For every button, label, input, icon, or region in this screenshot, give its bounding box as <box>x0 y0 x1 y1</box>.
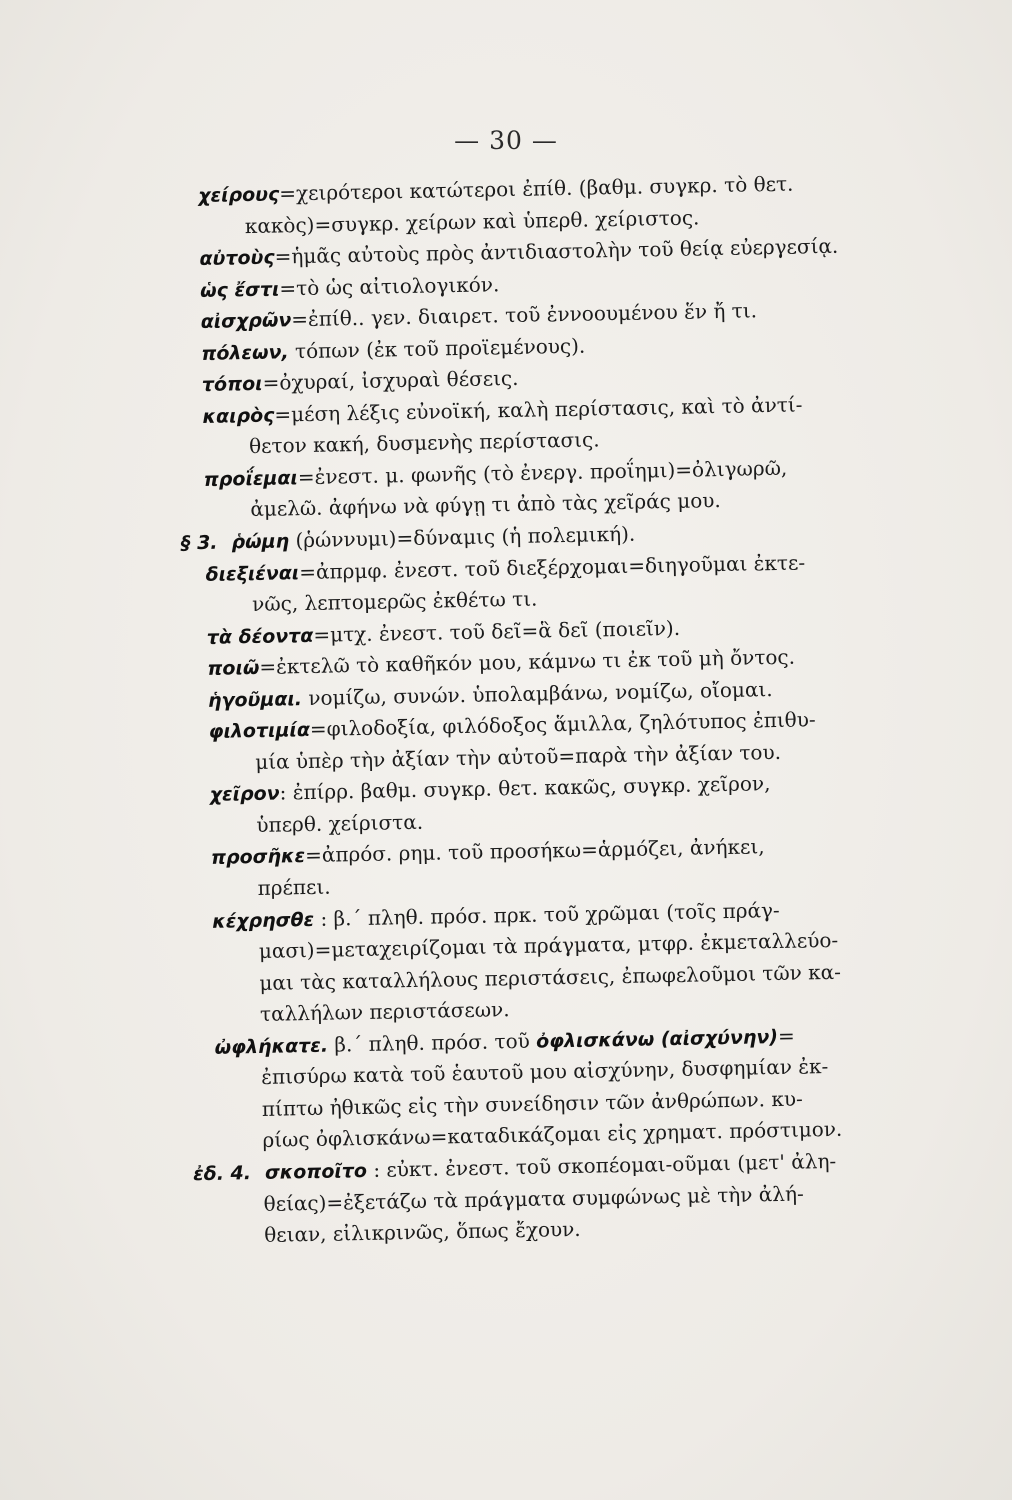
headword: προσῆκε <box>210 845 306 870</box>
headword: χείρους <box>198 183 280 207</box>
gloss: ὑπερθ. χείριστα. <box>256 809 424 837</box>
gloss: =μτχ. ἐνεστ. τοῦ δεῖ=ἃ δεῖ (ποιεῖν). <box>313 615 681 647</box>
headword: προΐεμαι <box>203 467 299 491</box>
gloss: =ἡμᾶς αὐτοὺς πρὸς ἀντιδιαστολὴν τοῦ θείᾳ εὐεργεσίᾳ. <box>274 233 839 269</box>
headword: πόλεων, <box>201 341 289 365</box>
gloss: =τὸ ὡς αἰτιολογικόν. <box>279 271 500 301</box>
gloss: : ἐπίρρ. βαθμ. συγκρ. θετ. κακῶς, συγκρ. χεῖρον, <box>279 771 771 805</box>
gloss: =χειρότεροι κατώτεροι ἐπίθ. (βαθμ. συγκρ. τὸ θετ. <box>279 171 794 206</box>
gloss: = <box>777 1023 795 1048</box>
gloss: ἐπισύρω κατὰ τοῦ ἑαυτοῦ μου αἰσχύνην, δυσφημίαν ἐκ- <box>261 1054 829 1090</box>
headword: διεξιέναι <box>205 561 300 586</box>
gloss: =φιλοδοξία, φιλόδοξος ἅμιλλα, ζηλότυπος ἐπιθυ- <box>309 707 816 742</box>
gloss: κακὸς)=συγκρ. χείρων καὶ ὑπερθ. χείριστος. <box>244 204 700 238</box>
gloss: =ἀπρμφ. ἐνεστ. τοῦ διεξέρχομαι=διηγοῦμαι ἐκτε- <box>298 549 806 584</box>
gloss: : εὐκτ. ἐνεστ. τοῦ σκοπέομαι-οῦμαι (μετ' ἀλη- <box>366 1148 837 1182</box>
headword: τὰ δέοντα <box>206 624 314 649</box>
gloss: =ἐπίθ.. γεν. διαιρετ. τοῦ ἐννοουμένου ἕν ἤ τι. <box>291 298 758 332</box>
gloss: =ὀχυραί, ἰσχυραὶ θέσεις. <box>262 366 519 396</box>
gloss: μαι τὰς καταλλήλους περιστάσεις, ἐπωφελοῦμοι τῶν κα- <box>259 959 842 995</box>
section-marker: ἐδ. 4. <box>192 1162 252 1186</box>
section-marker: § 3. <box>180 531 218 555</box>
page-number: — 30 — <box>454 126 558 155</box>
headword: φιλοτιμία <box>208 719 311 744</box>
gloss: =ἐκτελῶ τὸ καθῆκόν μου, κάμνω τι ἐκ τοῦ μὴ ὄντος. <box>259 644 796 680</box>
gloss: (ῥώννυμι)=δύναμις (ἡ πολεμική). <box>288 521 636 553</box>
headword: ὠφλήκατε. <box>214 1034 329 1059</box>
headword: κέχρησθε <box>212 908 315 933</box>
gloss: ταλλήλων περιστάσεων. <box>259 997 510 1027</box>
headword: καιρὸς <box>202 404 275 428</box>
headword: ἡγοῦμαι. <box>207 687 303 712</box>
gloss: ἀμελῶ. ἀφήνω νὰ φύγῃ τι ἀπὸ τὰς χεῖράς μου. <box>250 488 721 522</box>
headword: αἰσχρῶν <box>200 309 292 334</box>
gloss: β.΄ πληθ. πρόσ. τοῦ <box>327 1028 537 1057</box>
headword: χεῖρον <box>209 782 280 807</box>
headword: αὐτοὺς <box>199 246 275 271</box>
gloss: μασι)=μεταχειρίζομαι τὰ πράγματα, μτφρ. ἐκμεταλλεύο- <box>258 927 839 964</box>
gloss: πρέπει. <box>257 874 331 901</box>
gloss: πίπτω ἠθικῶς εἰς τὴν συνείδησιν τῶν ἀνθρώπων. κυ- <box>261 1086 804 1121</box>
headword: ὀφλισκάνω (αἰσχύνην) <box>535 1025 779 1053</box>
gloss: ρίως ὀφλισκάνω=καταδικάζομαι εἰς χρηματ. πρόστιμον. <box>262 1117 843 1153</box>
glossary-text <box>180 166 948 1252</box>
gloss: τόπων (ἐκ τοῦ προϊεμένους). <box>288 333 586 364</box>
headword: σκοποῖτο <box>264 1159 368 1184</box>
gloss: =ἐνεστ. μ. φωνῆς (τὸ ἐνεργ. προΐημι)=ὀλιγωρῶ, <box>297 455 788 490</box>
headword: ῥώμη <box>231 530 290 554</box>
gloss: νῶς, λεπτομερῶς ἐκθέτω τι. <box>251 586 538 617</box>
gloss: θειαν, εἰλικρινῶς, ὅπως ἔχουν. <box>264 1216 581 1247</box>
gloss: μία ὑπὲρ τὴν ἀξίαν τὴν αὐτοῦ=παρὰ τὴν ἀξίαν του. <box>254 739 782 774</box>
headword: ποιῶ <box>207 657 260 681</box>
gloss: νομίζω, συνών. ὑπολαμβάνω, νομίζω, οἴομαι. <box>301 676 773 710</box>
gloss: =μέση λέξις εὐνοϊκή, καλὴ περίστασις, καὶ τὸ ἀντί- <box>274 392 803 427</box>
gloss: θείας)=ἐξετάζω τὰ πράγματα συμφώνως μὲ τὴν ἀλή- <box>263 1181 804 1216</box>
headword: ὡς ἔστι <box>199 278 280 302</box>
gloss: =ἀπρόσ. ρημ. τοῦ προσήκω=ἁρμόζει, ἀνήκει, <box>304 834 765 868</box>
headword: τόποι <box>201 373 263 397</box>
gloss: θετον κακή, δυσμενὴς περίστασις. <box>248 427 600 459</box>
gloss: : β.΄ πληθ. πρόσ. πρκ. τοῦ χρῶμαι (τοῖς πράγ- <box>313 897 780 931</box>
